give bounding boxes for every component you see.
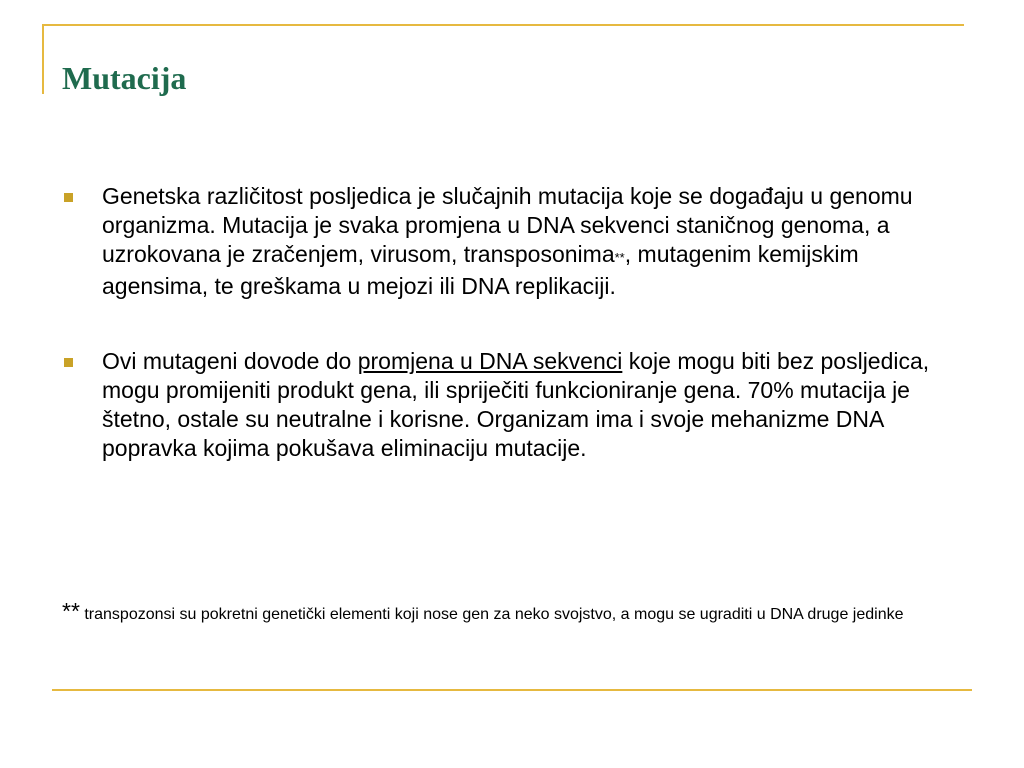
footnote [62, 600, 1005, 626]
square-bullet-icon [64, 193, 73, 202]
bullet-text-part: Ovi mutageni dovode do [102, 348, 358, 374]
footnote-mark: ** [62, 598, 80, 624]
bullet-item-mutagens [64, 347, 969, 463]
footnote-reference: ** [614, 250, 625, 265]
top-border-line [42, 24, 964, 26]
dna-sequence-link[interactable]: promjena u DNA sekvenci [357, 348, 623, 374]
left-border-line [42, 24, 44, 94]
bullet-text-part: , mutagenim kemijskim agensima, te greškama u mejozi ili DNA replikaciji. [102, 241, 859, 299]
bullet-text-part: Genetska različitost posljedica je slučajnih mutacija koje se događaju u genomu organizma. Mutacija je svaka promjena u DNA sekvenci staničnog genoma, a uzrokovana je zračenjem, virusom, transposonima [102, 183, 913, 267]
slide-title: Mutacija [62, 60, 187, 96]
bullet-item-genetic-diversity [64, 182, 969, 301]
bullet-text-part: koje mogu biti bez posljedica, mogu promijeniti produkt gena, ili spriječiti funkcioniranje gena. 70% mutacija je štetno, ostale su neutralne i korisne. Organizam ima i svoje mehanizme DNA popravka kojima pokušava eliminaciju mutacije. [102, 348, 930, 461]
footnote-text: transpozonsi su pokretni genetički elementi koji nose gen za neko svojstvo, a mogu se ugraditi u DNA druge jedinke [79, 606, 904, 623]
bullet-list [64, 182, 969, 509]
square-bullet-icon [64, 358, 73, 367]
bottom-border-line [52, 689, 972, 691]
